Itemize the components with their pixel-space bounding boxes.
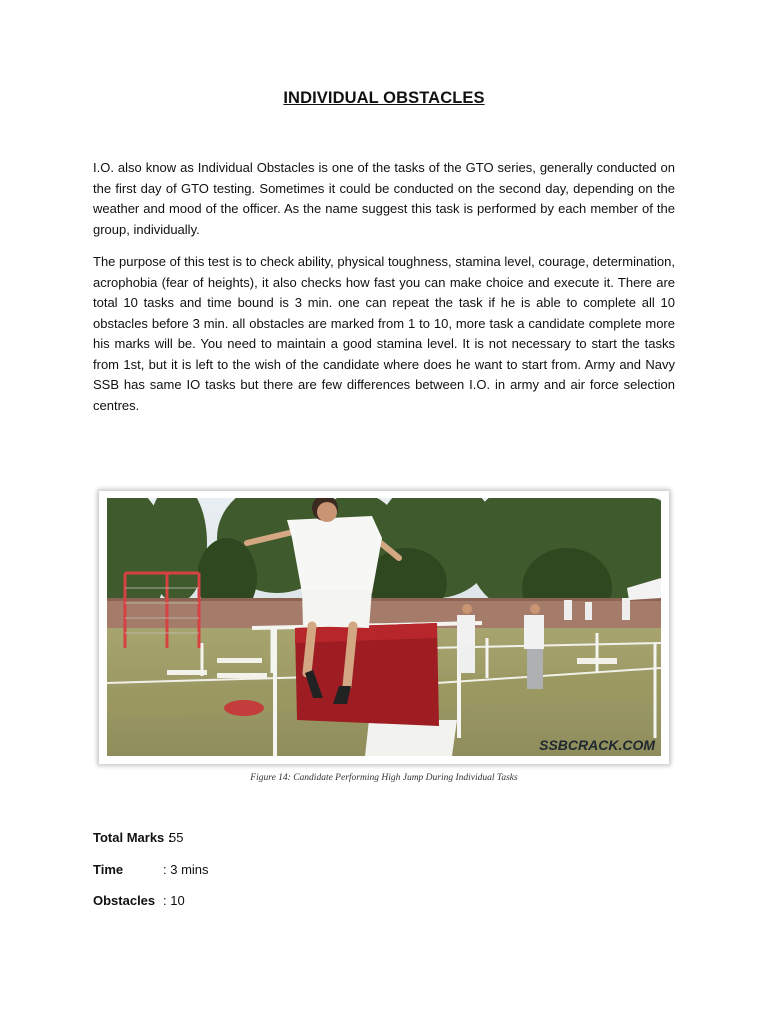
spec-value: : 3 mins: [163, 862, 209, 877]
spec-label: Obstacles: [93, 893, 156, 908]
spec-value: : 10: [163, 893, 185, 908]
high-jump-photo: [107, 498, 661, 756]
spec-obstacles: [93, 893, 185, 908]
spec-label: Time: [93, 862, 124, 877]
purpose-paragraph: The purpose of this test is to check ability, physical toughness, stamina level, courage, determination, acrophobia (fear of heights), it also checks how fast you can make choice and execute it. There are total 10 tasks and time bound is 3 min. one can repeat the task if he is able to complete all 10 obstacles before 3 min. all obstacles are marked from 1 to 10, more task a candidate complete more his marks will be. You need to maintain a good stamina level. It is not necessary to start the tasks from 1st, but it is left to the wish of the candidate where does he want to start from. Army and Navy SSB has same IO tasks but there are few differences between I.O. in army and air force selection centres.: [93, 254, 675, 413]
spec-value: 55: [169, 830, 184, 845]
figure-caption: Figure 14: Candidate Performing High Jump During Individual Tasks: [250, 773, 518, 783]
photo-watermark: SSBCRACK.COM: [539, 737, 655, 753]
spec-label: Total Marks :: [93, 830, 173, 845]
page-title: INDIVIDUAL OBSTACLES: [283, 89, 485, 107]
figure-photo-frame: [99, 491, 669, 764]
intro-paragraph: I.O. also know as Individual Obstacles is one of the tasks of the GTO series, generally conducted on the first day of GTO testing. Sometimes it could be conducted on the second day, depending on the weather and mood of the officer. As the name suggest this task is performed by each member of the group, individually.: [93, 160, 675, 237]
spec-total-marks: [93, 830, 183, 845]
spec-time: [93, 862, 209, 877]
